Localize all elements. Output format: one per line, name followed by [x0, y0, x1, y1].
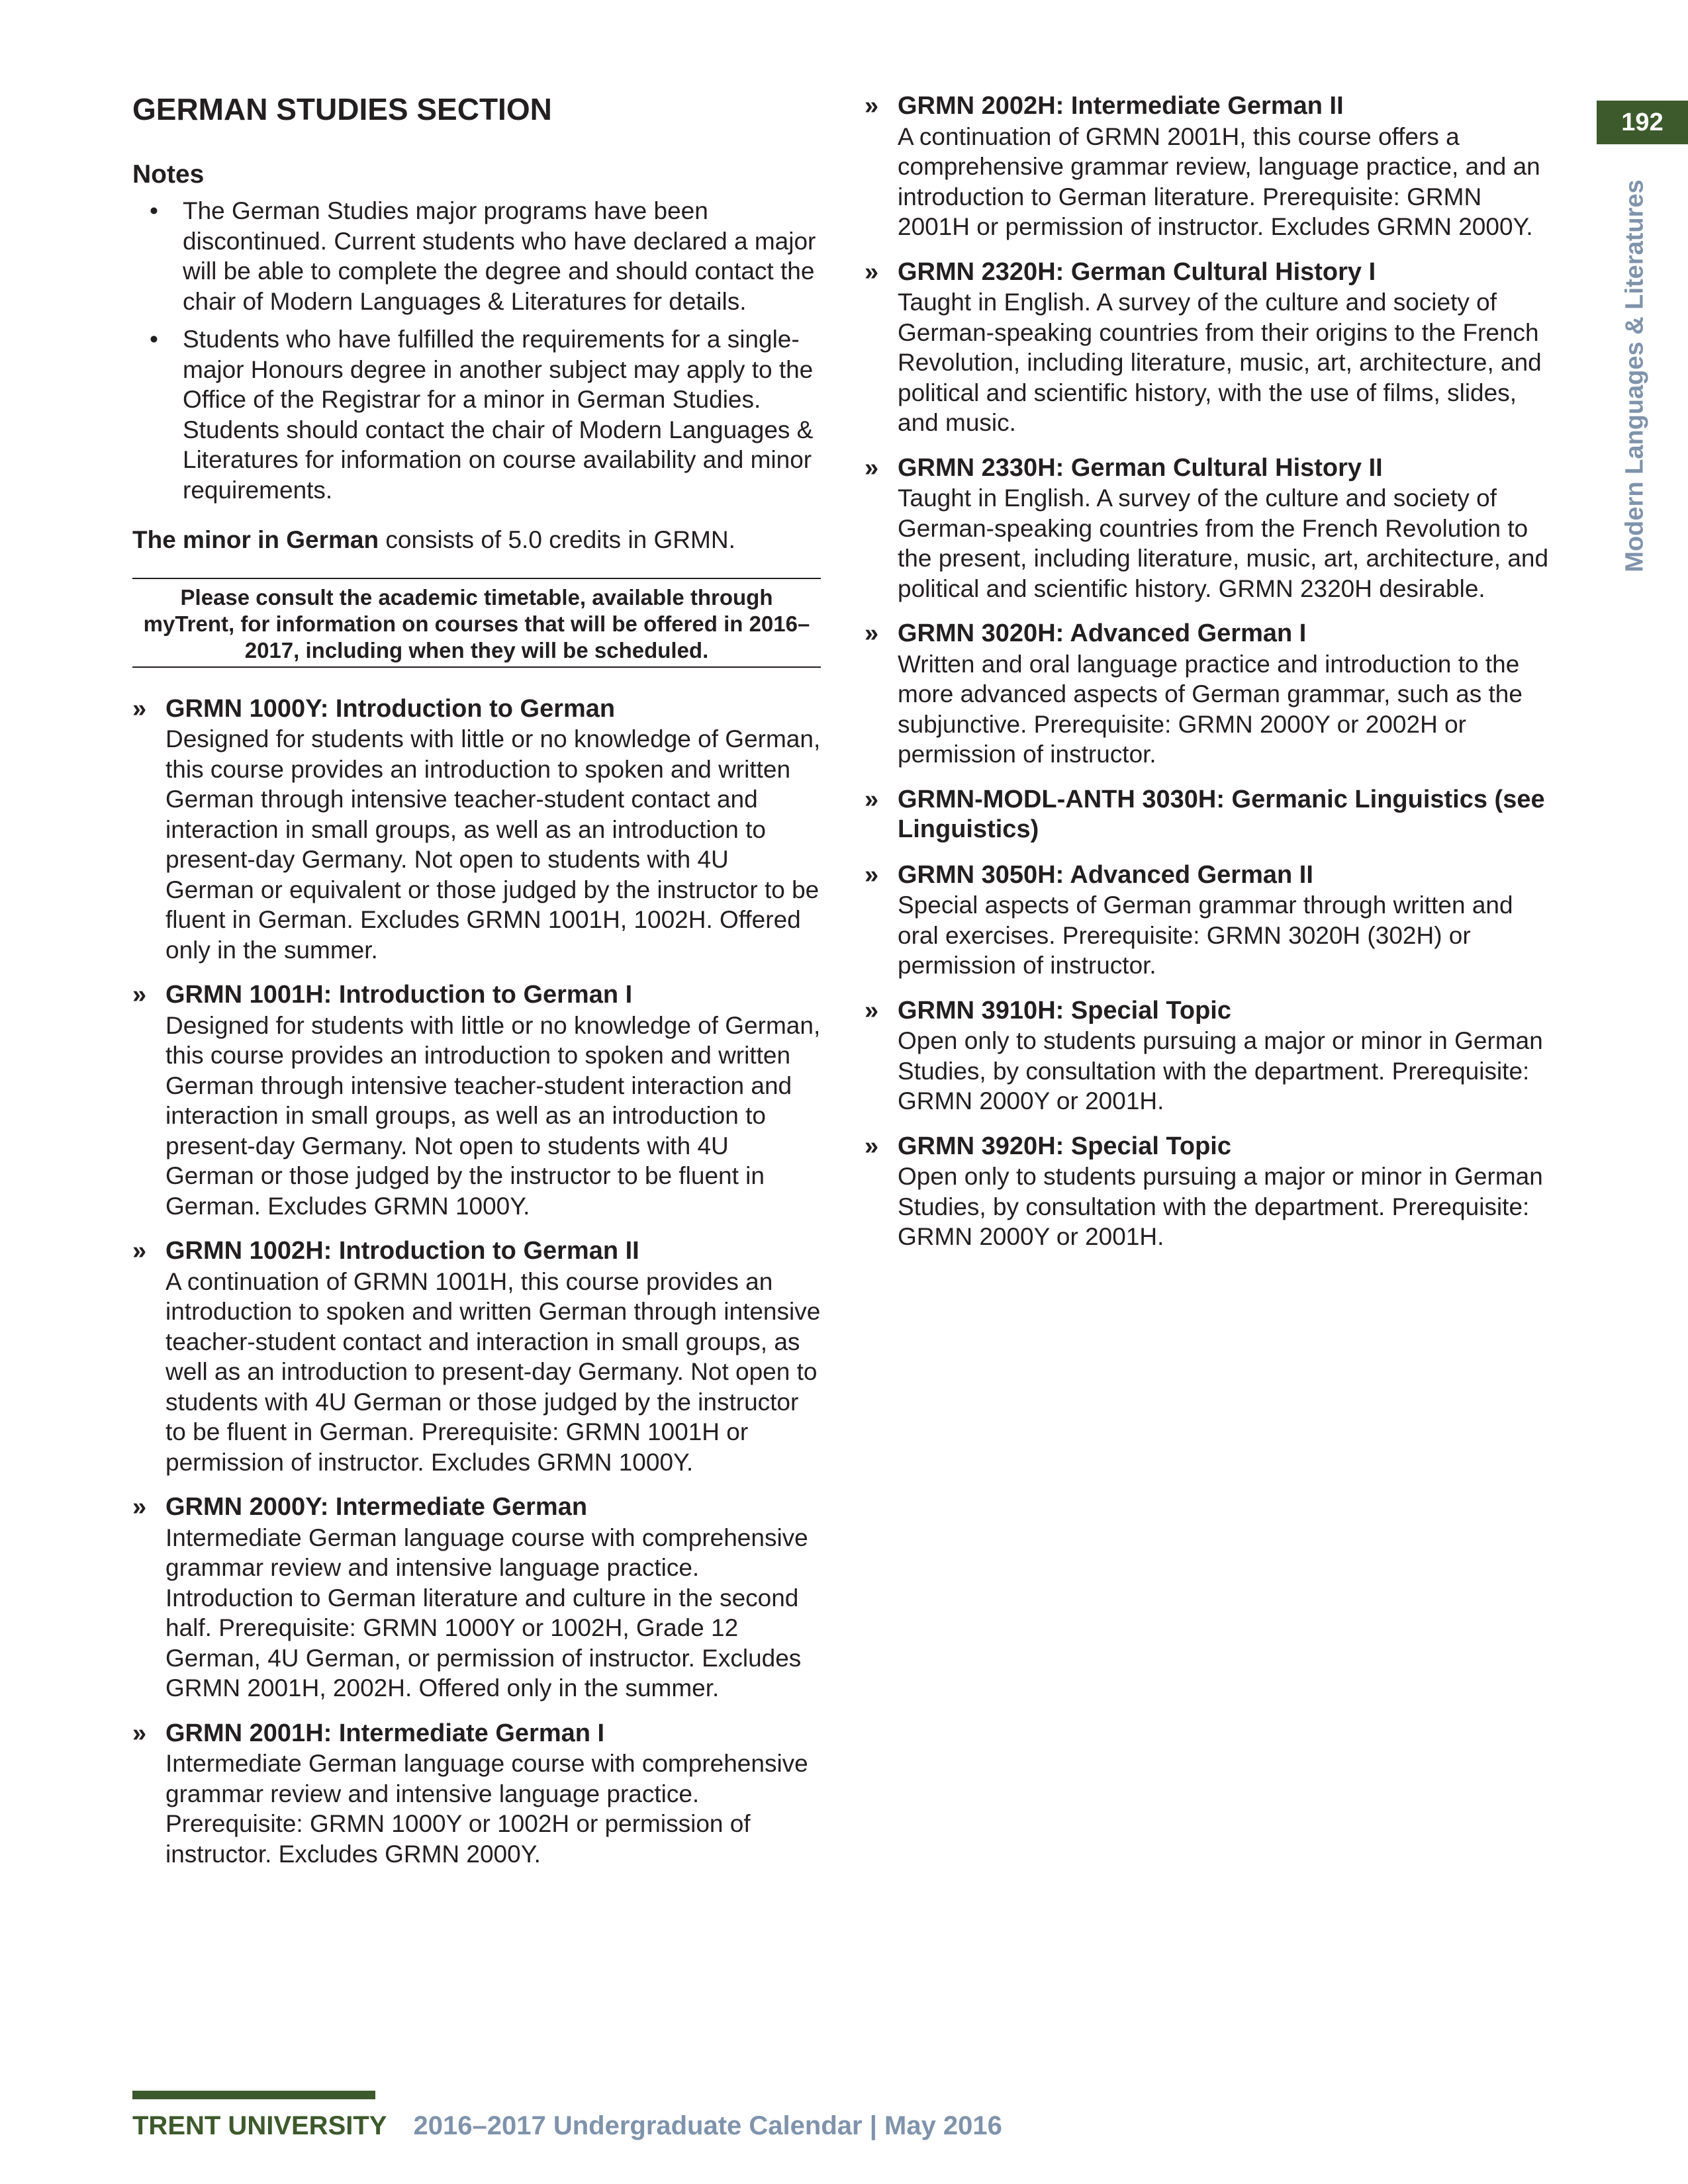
bullet-icon: • [150, 326, 158, 353]
course-title: GRMN 3920H: Special Topic [898, 1132, 1231, 1160]
section-side-label: Modern Languages & Literatures [1620, 179, 1649, 572]
course-title: GRMN 2001H: Intermediate German I [165, 1719, 605, 1747]
course-title: GRMN 3020H: Advanced German I [898, 619, 1307, 647]
footer-university: TRENT UNIVERSITY [132, 2111, 387, 2140]
note-item [132, 324, 821, 505]
course-entry [865, 860, 1560, 981]
course-description: Taught in English. A survey of the culture and society of German-speaking countries from their origins to the French Revolution, including literature, music, art, architecture, and political and scientific history, with the use of films, slides, and music. [898, 289, 1542, 436]
course-entry [865, 996, 1560, 1116]
course-entry [865, 453, 1560, 604]
course-title: GRMN 1002H: Introduction to German II [165, 1237, 639, 1265]
chevron-icon: » [132, 694, 147, 723]
course-entry [132, 694, 821, 966]
minor-requirement [132, 525, 821, 555]
course-title: GRMN 3050H: Advanced German II [898, 860, 1313, 889]
course-description: Designed for students with little or no knowledge of German, this course provides an introduction to spoken and written German through intensive teacher-student interaction and interaction in small groups, as well as an introduction to present-day Germany. Not open to students with 4U German or those judged by the instructor to be fluent in German. Excludes GRMN 1000Y. [165, 1011, 821, 1220]
timetable-notice: Please consult the academic timetable, available through myTrent, for information on courses that will be offered in 2016–2017, including when they will be scheduled. [132, 578, 821, 668]
chevron-icon: » [865, 785, 879, 813]
course-title: GRMN 1000Y: Introduction to German [165, 694, 616, 723]
note-text: Students who have fulfilled the requirements for a single-major Honours degree in another subject may apply to the Office of the Registrar for a minor in German Studies. Students should contact the chair of Modern Languages & Literatures for information on course availability and minor requirements. [183, 326, 814, 504]
course-title: GRMN 2000Y: Intermediate German [165, 1493, 588, 1521]
page-number: 192 [1597, 101, 1688, 144]
notes-list [132, 196, 821, 505]
course-entry [865, 91, 1560, 242]
course-entry [865, 619, 1560, 770]
chevron-icon: » [865, 257, 879, 286]
minor-detail: consists of 5.0 credits in GRMN. [379, 526, 735, 553]
course-description: Intermediate German language course with comprehensive grammar review and intensive language practice. Introduction to German literature and culture in the second half. Prerequisite: GRMN 1000Y or 1002H, Grade 12 German, 4U German, or permission of instructor. Excludes GRMN 2001H, 2002H. Offered only in the summer. [165, 1524, 808, 1702]
section-title: GERMAN STUDIES SECTION [132, 92, 552, 126]
course-description: Designed for students with little or no knowledge of German, this course provides an introduction to spoken and written German through intensive teacher-student contact and interaction in small groups, as well as an introduction to present-day Germany. Not open to students with 4U German or equivalent or those judged by the instructor to be fluent in German. Excludes GRMN 1001H, 1002H. Offered only in the summer. [165, 725, 821, 964]
chevron-icon: » [132, 1493, 147, 1521]
course-title: GRMN 1001H: Introduction to German I [165, 981, 633, 1009]
left-column [132, 91, 821, 1884]
course-entry [132, 1492, 821, 1704]
chevron-icon: » [865, 860, 879, 889]
chevron-icon: » [132, 1719, 147, 1747]
note-text: The German Studies major programs have been discontinued. Current students who have declared a major will be able to complete the degree and should contact the chair of Modern Languages & Literatures for details. [183, 197, 816, 315]
course-description: A continuation of GRMN 2001H, this course offers a comprehensive grammar review, language practice, and an introduction to German literature. Prerequisite: GRMN 2001H or permission of instructor. Excludes GRMN 2000Y. [898, 122, 1540, 240]
course-description: Intermediate German language course with comprehensive grammar review and intensive language practice. Prerequisite: GRMN 1000Y or 1002H or permission of instructor. Excludes GRMN 2000Y. [165, 1750, 808, 1868]
course-title: GRMN 2002H: Intermediate German II [898, 92, 1344, 120]
course-description: Taught in English. A survey of the culture and society of German-speaking countries from the French Revolution to the present, including literature, music, art, architecture, and political and scientific history. GRMN 2320H desirable. [898, 484, 1549, 602]
chevron-icon: » [865, 92, 879, 120]
course-entry [865, 257, 1560, 438]
chevron-icon: » [865, 1132, 879, 1160]
footer [132, 2111, 1002, 2141]
course-entry [865, 785, 1560, 845]
footer-calendar: 2016–2017 Undergraduate Calendar | May 2016 [413, 2111, 1002, 2140]
course-description: Written and oral language practice and introduction to the more advanced aspects of German grammar, such as the subjunctive. Prerequisite: GRMN 2000Y or 2002H or permission of instructor. [898, 650, 1523, 768]
footer-rule [132, 2091, 375, 2099]
course-title: GRMN-MODL-ANTH 3030H: Germanic Linguistics (see Linguistics) [898, 785, 1545, 843]
course-title: GRMN 2320H: German Cultural History I [898, 257, 1376, 286]
course-entry [865, 1132, 1560, 1252]
course-title: GRMN 2330H: German Cultural History II [898, 453, 1383, 482]
course-description: Open only to students pursuing a major or minor in German Studies, by consultation with the department. Prerequisite: GRMN 2000Y or 2001H. [898, 1163, 1543, 1250]
course-entry [132, 980, 821, 1221]
notes-heading: Notes [132, 160, 205, 189]
course-title: GRMN 3910H: Special Topic [898, 996, 1231, 1024]
course-entry [132, 1236, 821, 1477]
course-description: Special aspects of German grammar through written and oral exercises. Prerequisite: GRMN 3020H (302H) or permission of instructor. [898, 891, 1513, 979]
bullet-icon: • [150, 197, 158, 224]
chevron-icon: » [132, 1237, 147, 1265]
chevron-icon: » [865, 996, 879, 1024]
course-description: Open only to students pursuing a major or minor in German Studies, by consultation with the department. Prerequisite: GRMN 2000Y or 2001H. [898, 1027, 1543, 1115]
chevron-icon: » [865, 619, 879, 647]
note-item [132, 196, 821, 316]
chevron-icon: » [865, 453, 879, 482]
minor-label: The minor in German [132, 526, 379, 553]
course-description: A continuation of GRMN 1001H, this course provides an introduction to spoken and written German through intensive teacher-student contact and interaction in small groups, as well as an introduction to present-day Germany. Not open to students with 4U German or those judged by the instructor to be fluent in German. Prerequisite: GRMN 1001H or permission of instructor. Excludes GRMN 1000Y. [165, 1267, 821, 1476]
right-column [865, 91, 1560, 1267]
chevron-icon: » [132, 981, 147, 1009]
course-entry [132, 1719, 821, 1870]
